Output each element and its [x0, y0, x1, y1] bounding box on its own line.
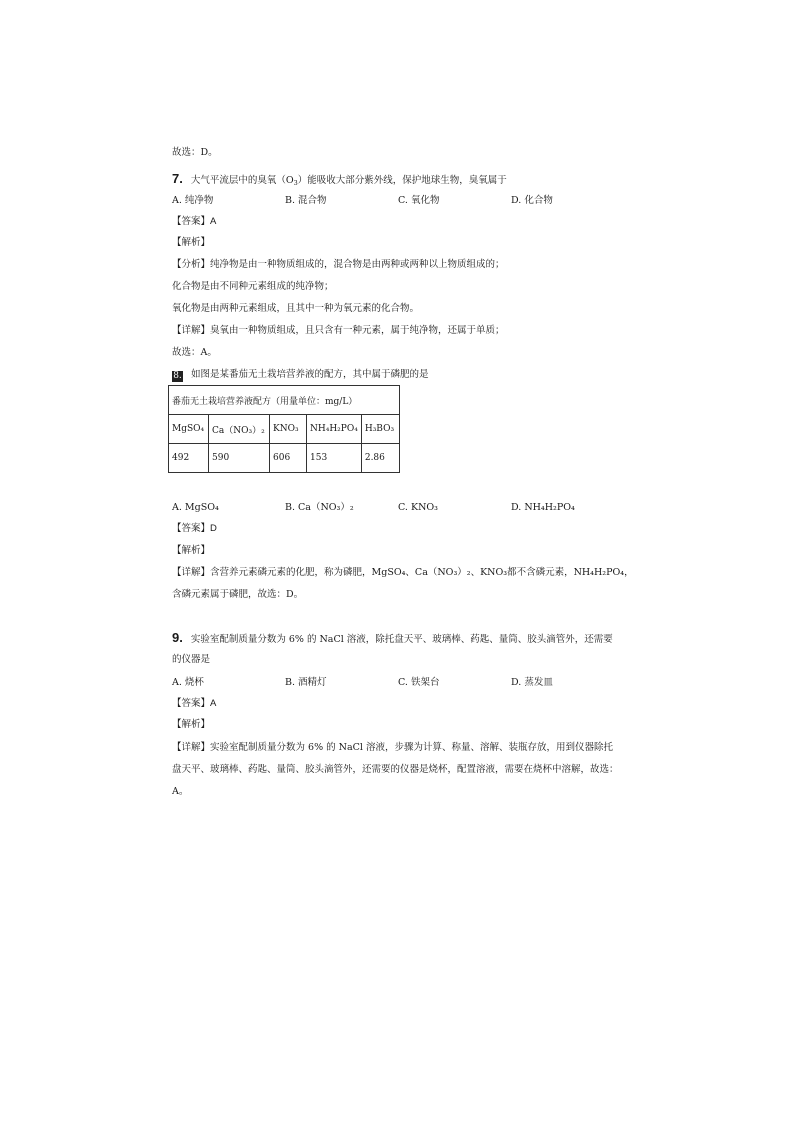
table-header-cell: MgSO₄ — [169, 415, 209, 444]
q7-fenxi-3: 氧化物是由两种元素组成，且其中一种为氧元素的化合物。 — [172, 303, 420, 314]
table-header-cell: NH₄H₂PO₄ — [307, 415, 362, 444]
table-header-cell: KNO₃ — [270, 415, 307, 444]
q7-conclusion: 故选：A。 — [172, 347, 217, 358]
q9-option-b: B. 酒精灯 — [285, 677, 327, 688]
table-header-cell: Ca（NO₃）₂ — [209, 415, 270, 444]
q9-detail-3: A。 — [172, 786, 189, 797]
q9-option-a: A. 烧杯 — [172, 677, 204, 688]
table-value-cell: 590 — [209, 444, 270, 473]
q6-conclusion: 故选：D。 — [172, 147, 218, 158]
q7-option-c: C. 氧化物 — [398, 195, 440, 206]
q8-answer: 【答案】D — [172, 523, 217, 534]
table-title: 番茄无土栽培营养液配方（用量单位：mg/L） — [169, 386, 400, 415]
q9-answer: 【答案】A — [172, 698, 217, 709]
q9-stem-1: 9. 实验室配制质量分数为 6% 的 NaCl 溶液，除托盘天平、玻璃棒、药匙、量筒、胶头滴管外，还需要 — [172, 630, 613, 645]
q8-analysis-label: 【解析】 — [172, 545, 211, 556]
q7-detail: 【详解】臭氧由一种物质组成，且只含有一种元素，属于纯净物，还属于单质； — [172, 325, 505, 336]
q7-stem: 7. 大气平流层中的臭氧$(O_3)$能吸收大部分紫外线，保护地球生物，臭氧属于 — [172, 171, 507, 187]
q7-analysis-label: 【解析】 — [172, 237, 211, 248]
q9-option-d: D. 蒸发皿 — [511, 677, 553, 688]
nutrient-recipe-table — [168, 385, 400, 473]
table-value-cell: 2.86 — [361, 444, 399, 473]
q7-option-b: B. 混合物 — [285, 195, 327, 206]
q8-detail-1: 【详解】含营养元素磷元素的化肥，称为磷肥，MgSO₄、Ca（NO₃）₂、KNO₃都不含磷元素，NH₄H₂PO₄， — [172, 567, 634, 578]
table-header-cell: H₃BO₃ — [361, 415, 399, 444]
q8-option-b: B. Ca（NO₃）₂ — [285, 502, 354, 513]
q7-option-a: A. 纯净物 — [172, 195, 214, 206]
q8-detail-2: 含磷元素属于磷肥，故选：D。 — [172, 589, 304, 600]
table-value-cell: 492 — [169, 444, 209, 473]
q7-fenxi-1: 【分析】纯净物是由一种物质组成的，混合物是由两种或两种以上物质组成的； — [172, 259, 505, 270]
q9-stem-2: 的仪器是 — [172, 654, 211, 665]
q9-detail-2: 盘天平、玻璃棒、药匙、量筒、胶头滴管外，还需要的仪器是烧杯，配置溶液，需要在烧杯中溶解，故选： — [172, 764, 619, 775]
q8-option-c: C. KNO₃ — [398, 502, 438, 513]
q9-option-c: C. 铁架台 — [398, 677, 440, 688]
q8-option-a: A. MgSO₄ — [172, 502, 219, 513]
q9-analysis-label: 【解析】 — [172, 719, 211, 730]
q9-detail-1: 【详解】实验室配制质量分数为 6% 的 NaCl 溶液，步骤为计算、称量、溶解、装瓶存放，用到仪器除托 — [172, 742, 613, 753]
q7-number: 7. — [172, 171, 183, 186]
q8-number: 8. — [173, 371, 182, 381]
table-value-cell: 606 — [270, 444, 307, 473]
q8-option-d: D. NH₄H₂PO₄ — [511, 502, 575, 513]
q7-answer: 【答案】A — [172, 216, 217, 227]
q9-number: 9. — [172, 630, 183, 645]
q7-option-d: D. 化合物 — [511, 195, 553, 206]
table-value-cell: 153 — [307, 444, 362, 473]
q7-fenxi-2: 化合物是由不同种元素组成的纯净物； — [172, 281, 334, 292]
q8-stem: 8. 如图是某番茄无土栽培营养液的配方，其中属于磷肥的是 — [173, 369, 429, 381]
